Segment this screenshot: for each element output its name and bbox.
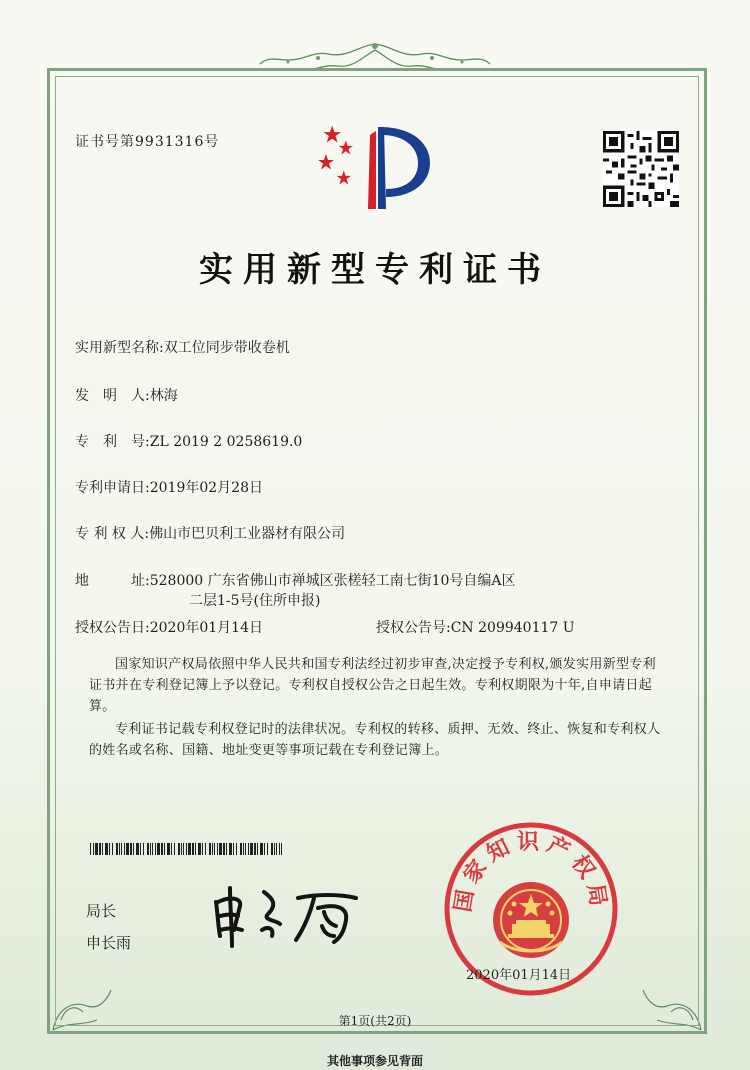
certificate-number: 证书号第9931316号 xyxy=(75,134,220,150)
grant-date-value: 2020年01月14日 xyxy=(149,620,263,636)
patentee-row xyxy=(75,523,345,543)
filing-date-row xyxy=(75,477,263,497)
grant-statement-paragraph: 国家知识产权局依照中华人民共和国专利法经过初步审查,决定授予专利权,颁发实用新型专利证书并在专利登记簿上予以登记。专利权自授权公告之日起生效。专利权期限为十年,自申请日起算。 xyxy=(89,657,656,714)
director-title: 局长 xyxy=(86,902,117,920)
director-name: 申长雨 xyxy=(86,934,132,952)
inventor-row xyxy=(75,385,178,405)
patentee-value: 佛山市巴贝利工业器材有限公司 xyxy=(149,526,346,542)
address-row xyxy=(75,570,516,590)
qr-code-icon xyxy=(603,131,679,207)
address-label: 地 址: xyxy=(75,573,150,589)
utility-model-name-value: 双工位同步带收卷机 xyxy=(163,340,290,356)
grant-number-value: CN 209940117 U xyxy=(450,620,575,636)
national-emblem-icon xyxy=(493,882,569,958)
page-number: 第1页(共2页) xyxy=(338,1014,412,1028)
patent-number-label: 专 利 号: xyxy=(75,434,150,450)
seal-date: 2020年01月14日 xyxy=(466,968,572,983)
filing-date-value: 2019年02月28日 xyxy=(149,480,263,496)
patent-number-row xyxy=(75,431,302,451)
grant-number-row xyxy=(376,617,575,637)
certificate-title: 实用新型专利证书 xyxy=(199,250,551,290)
barcode-icon xyxy=(90,843,282,855)
seal-text: 国家知识产权局 xyxy=(450,830,612,914)
utility-model-name-row xyxy=(75,337,290,357)
footer-note: 其他事项参见背面 xyxy=(326,1054,423,1068)
inventor-label: 发 明 人: xyxy=(75,388,150,404)
legal-status-paragraph: 专利证书记载专利权登记时的法律状况。专利权的转移、质押、无效、终止、恢复和专利权人的姓名或名称、国籍、地址变更等事项记载在专利登记簿上。 xyxy=(89,722,661,758)
grant-date-label: 授权公告日: xyxy=(75,620,150,636)
director-signature xyxy=(206,880,376,950)
filing-date-label: 专利申请日: xyxy=(75,480,150,496)
grant-number-label: 授权公告号: xyxy=(376,620,451,636)
cnipa-logo-icon xyxy=(318,121,438,213)
grant-date-row xyxy=(75,617,263,637)
address-value: 528000 广东省佛山市禅城区张槎轻工南七街10号自编A区 xyxy=(149,573,516,589)
utility-model-name-label: 实用新型名称: xyxy=(75,340,164,356)
inventor-value: 林海 xyxy=(149,388,178,404)
address-value-line2: 二层1-5号(住所申报) xyxy=(189,593,321,609)
patent-number-value: ZL 2019 2 0258619.0 xyxy=(149,434,303,450)
patentee-label: 专 利 权 人: xyxy=(75,526,150,542)
